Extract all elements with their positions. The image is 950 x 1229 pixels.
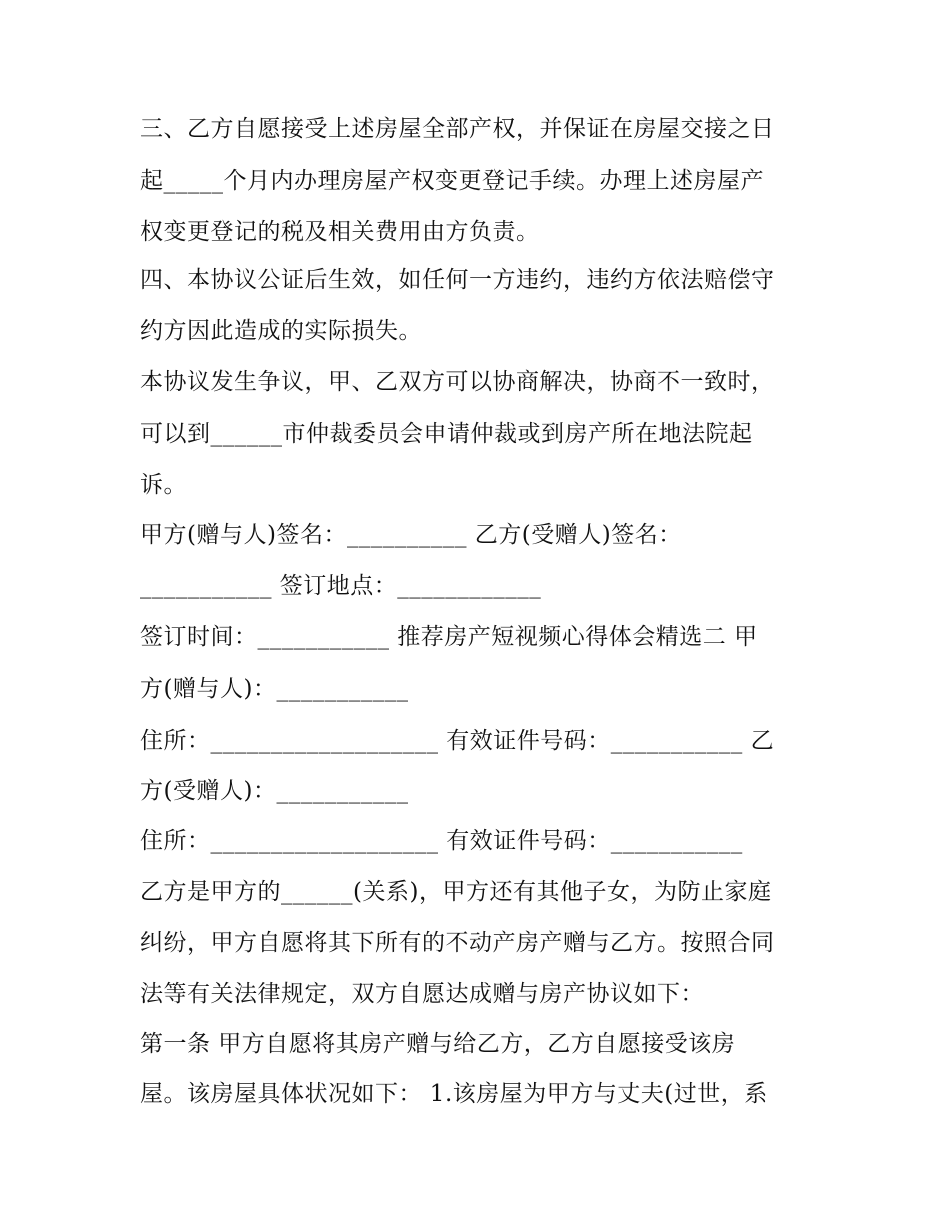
text-line: 住所：___________________ 有效证件号码：___________ [140, 828, 743, 854]
text-line: 本协议发生争议，甲、乙双方可以协商解决，协商不一致时， [140, 369, 775, 395]
text-line: 乙方是甲方的______(关系)，甲方还有其他子女，为防止家庭 [140, 879, 772, 905]
text-line: 住所：___________________ 有效证件号码：___________ 乙 [140, 728, 775, 754]
text-line: 四、本协议公证后生效，如任何一方违约，违约方依法赔偿守 [140, 267, 775, 293]
text-line: 第一条 甲方自愿将其房产赠与给乙方，乙方自愿接受该房 [140, 1031, 736, 1057]
text-line: ___________ 签订地点：____________ [140, 573, 542, 599]
text-line: 纠纷，甲方自愿将其下所有的不动产房产赠与乙方。按照合同 [140, 930, 775, 956]
text-line: 签订时间：___________ 推荐房产短视频心得体会精选二 甲 [140, 624, 758, 650]
text-line: 方(受赠人)：___________ [140, 778, 409, 804]
text-line: 可以到______市仲裁委员会申请仲裁或到房产所在地法院起 [140, 421, 753, 447]
text-line: 方(赠与人)：___________ [140, 676, 409, 702]
text-line: 屋。该房屋具体状况如下： 1.该房屋为甲方与丈夫(过世，系 [140, 1081, 768, 1107]
text-line: 约方因此造成的实际损失。 [140, 318, 422, 344]
text-line: 诉。 [140, 472, 187, 498]
text-line: 法等有关法律规定，双方自愿达成赠与房产协议如下： [140, 981, 704, 1007]
text-line: 三、乙方自愿接受上述房屋全部产权，并保证在房屋交接之日 [140, 116, 775, 142]
text-line: 权变更登记的税及相关费用由方负责。 [140, 219, 540, 245]
text-line: 起_____个月内办理房屋产权变更登记手续。办理上述房屋产 [140, 168, 764, 194]
text-line: 甲方(赠与人)签名：__________ 乙方(受赠人)签名： [140, 522, 682, 548]
